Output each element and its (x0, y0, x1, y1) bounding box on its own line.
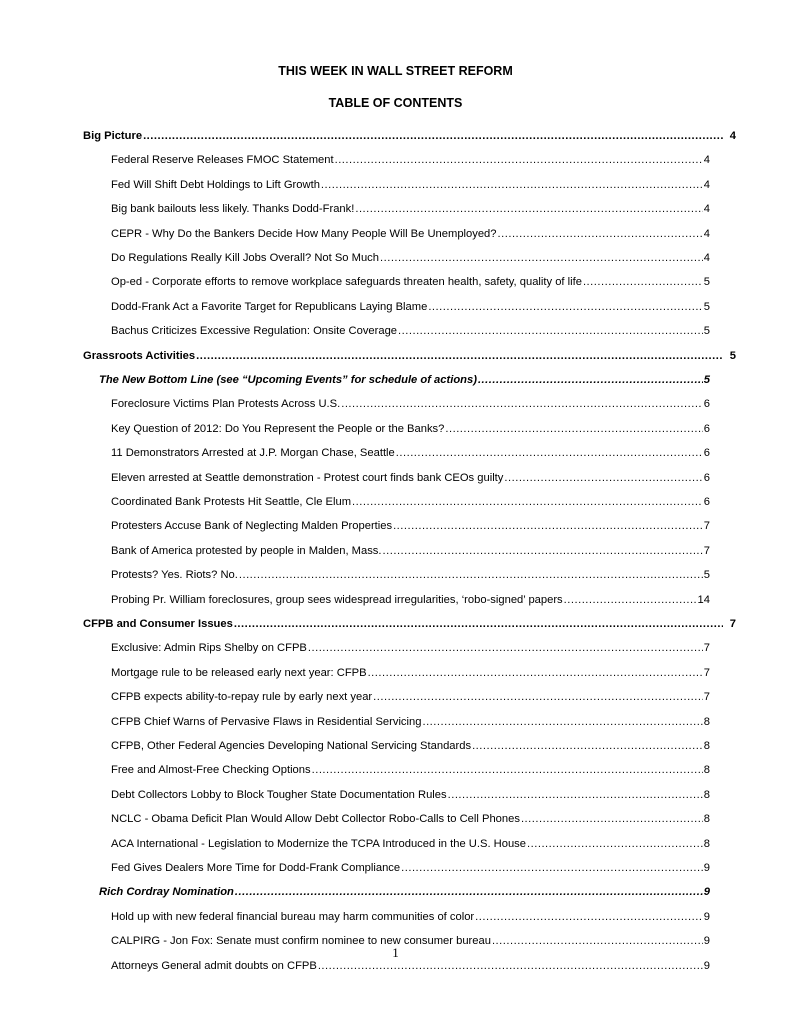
toc-entry-page-number: 8 (703, 813, 710, 826)
dot-leader (239, 567, 703, 583)
toc-entry-page-number: 9 (703, 935, 710, 948)
toc-entry[interactable] (111, 714, 710, 730)
dot-leader (422, 714, 702, 730)
toc-entry[interactable] (111, 421, 710, 437)
toc-entry-page-number: 4 (729, 130, 736, 142)
toc-entry-page-number: 9 (703, 910, 710, 923)
dot-leader (308, 640, 703, 656)
toc-entry-title: Grassroots Activities (83, 349, 196, 362)
dot-leader (393, 518, 703, 534)
dot-leader (234, 616, 723, 632)
toc-entry-title: Probing Pr. William foreclosures, group sees widespread irregularities, ‘robo-signed’ papers (111, 593, 563, 606)
toc-entry[interactable] (111, 592, 710, 608)
toc-entry[interactable] (111, 860, 710, 876)
toc-entry[interactable] (111, 201, 710, 217)
toc-entry-title: Fed Will Shift Debt Holdings to Lift Growth (111, 178, 320, 191)
toc-entry-title: Op-ed - Corporate efforts to remove workplace safeguards threaten health, safety, quality of life (111, 276, 582, 289)
toc-entry-page-number: 9 (703, 886, 710, 899)
dot-leader (498, 226, 703, 242)
toc-entry-title: Big bank bailouts less likely. Thanks Dodd-Frank! (111, 203, 355, 216)
toc-entry-page-number: 6 (703, 447, 710, 460)
toc-entry[interactable] (111, 518, 710, 534)
toc-entry-page-number: 6 (703, 471, 710, 484)
toc-entry-title: Big Picture (83, 130, 143, 142)
toc-subsection-entry[interactable] (99, 372, 710, 388)
dot-leader (564, 592, 697, 608)
toc-entry-title: Bank of America protested by people in Malden, Mass. (111, 544, 382, 557)
toc-entry[interactable] (111, 470, 710, 486)
toc-entry-page-number: 5 (703, 325, 710, 338)
dot-leader (401, 860, 703, 876)
toc-entry[interactable] (111, 836, 710, 852)
toc-entry[interactable] (111, 543, 710, 559)
dot-leader (352, 494, 703, 510)
dot-leader (380, 250, 703, 266)
toc-entry-title: Coordinated Bank Protests Hit Seattle, Cle Elum (111, 496, 352, 508)
toc-entry-title: CEPR - Why Do the Bankers Decide How Many People Will Be Unemployed? (111, 227, 497, 240)
toc-entry[interactable] (111, 299, 710, 315)
dot-leader (341, 396, 703, 412)
dot-leader (335, 152, 703, 168)
toc-entry-title: CFPB, Other Federal Agencies Developing National Servicing Standards (111, 740, 472, 752)
toc-entry-page-number: 8 (703, 715, 710, 728)
toc-section-entry[interactable] (83, 128, 736, 144)
document-title: THIS WEEK IN WALL STREET REFORM (278, 64, 513, 78)
toc-entry-title: Protesters Accuse Bank of Neglecting Malden Properties (111, 520, 393, 533)
toc-entry-page-number: 7 (703, 642, 710, 655)
toc-entry-page-number: 5 (703, 374, 710, 386)
toc-entry-title: Hold up with new federal financial bureau may harm communities of color (111, 910, 475, 923)
toc-entry[interactable] (111, 787, 710, 803)
dot-leader (527, 836, 703, 852)
toc-entry-title: Mortgage rule to be released early next year: CFPB (111, 666, 367, 679)
toc-entry-title: Attorneys General admit doubts on CFPB (111, 959, 317, 972)
toc-entry-title: Federal Reserve Releases FMOC Statement (111, 154, 334, 167)
dot-leader (428, 299, 702, 315)
toc-entry-title: The New Bottom Line (see “Upcoming Events” for schedule of actions) (99, 374, 477, 386)
toc-entry-page-number: 6 (703, 422, 710, 435)
toc-entry[interactable] (111, 689, 710, 705)
toc-entry-title: Free and Almost-Free Checking Options (111, 764, 311, 777)
toc-entry[interactable] (111, 152, 710, 168)
toc-entry[interactable] (111, 445, 710, 461)
toc-entry-title: Do Regulations Really Kill Jobs Overall? Not So Much (111, 252, 379, 264)
toc-entry-page-number: 5 (703, 276, 710, 289)
toc-entry-page-number: 4 (703, 203, 710, 216)
toc-entry[interactable] (111, 567, 710, 583)
toc-entry-title: ACA International - Legislation to Modernize the TCPA Introduced in the U.S. House (111, 837, 527, 850)
toc-entry[interactable] (111, 909, 710, 925)
toc-heading: TABLE OF CONTENTS (328, 96, 463, 110)
toc-entry-page-number: 7 (703, 691, 710, 704)
toc-section-entry[interactable] (83, 616, 736, 632)
toc-entry-page-number: 6 (703, 496, 710, 508)
toc-entry-page-number: 4 (703, 227, 710, 240)
toc-subsection-entry[interactable] (99, 884, 710, 900)
toc-entry-title: CALPIRG - Jon Fox: Senate must confirm nominee to new consumer bureau (111, 935, 491, 948)
dot-leader (583, 274, 703, 290)
toc-entry-title: Dodd-Frank Act a Favorite Target for Republicans Laying Blame (111, 300, 428, 313)
page-number: 1 (392, 945, 399, 960)
toc-entry-title: NCLC - Obama Deficit Plan Would Allow Debt Collector Robo-Calls to Cell Phones (111, 813, 520, 826)
toc-entry-page-number: 5 (729, 349, 736, 362)
dot-leader (383, 543, 703, 559)
toc-entry-page-number: 8 (703, 788, 710, 801)
dot-leader (196, 348, 723, 364)
toc-entry-title: CFPB Chief Warns of Pervasive Flaws in Residential Servicing (111, 715, 422, 728)
toc-entry[interactable] (111, 274, 710, 290)
toc-entry[interactable] (111, 396, 710, 412)
toc-entry-title: Key Question of 2012: Do You Represent the People or the Banks? (111, 422, 445, 435)
toc-entry-title: CFPB expects ability-to-repay rule by early next year (111, 691, 373, 704)
dot-leader (448, 787, 703, 803)
toc-entry-title: Bachus Criticizes Excessive Regulation: Onsite Coverage (111, 325, 398, 338)
toc-entry[interactable] (111, 665, 710, 681)
toc-entry-title: CFPB and Consumer Issues (83, 618, 233, 630)
dot-leader (445, 421, 702, 437)
dot-leader (504, 470, 702, 486)
toc-entry-page-number: 6 (703, 398, 710, 411)
toc-entry-title: Rich Cordray Nomination (99, 886, 234, 899)
toc-entry-page-number: 9 (703, 959, 710, 972)
toc-entry-title: Protests? Yes. Riots? No. (111, 569, 238, 582)
toc-entry-title: Foreclosure Victims Plan Protests Across U.S. (111, 398, 341, 411)
toc-entry-page-number: 4 (703, 154, 710, 167)
toc-entry[interactable] (111, 738, 710, 754)
toc-entry-page-number: 4 (703, 178, 710, 191)
toc-entry-page-number: 7 (703, 520, 710, 533)
toc-entry-page-number: 8 (703, 740, 710, 752)
dot-leader (312, 762, 703, 778)
dot-leader (396, 445, 703, 461)
toc-entry-title: Fed Gives Dealers More Time for Dodd-Frank Compliance (111, 862, 401, 874)
toc-entry-page-number: 7 (703, 666, 710, 679)
dot-leader (368, 665, 703, 681)
dot-leader (472, 738, 703, 754)
dot-leader (143, 128, 723, 144)
dot-leader (475, 909, 703, 925)
toc-entry[interactable] (111, 640, 710, 656)
toc-entry[interactable] (111, 762, 710, 778)
dot-leader (521, 811, 703, 827)
toc-entry-page-number: 7 (703, 544, 710, 557)
toc-entry[interactable] (111, 811, 710, 827)
dot-leader (321, 177, 703, 193)
toc-entry-page-number: 9 (703, 862, 710, 874)
toc-entry-page-number: 4 (703, 252, 710, 264)
toc-entry-page-number: 14 (697, 593, 710, 606)
toc-entry-title: Exclusive: Admin Rips Shelby on CFPB (111, 642, 307, 655)
toc-entry-page-number: 5 (703, 300, 710, 313)
toc-entry[interactable] (111, 323, 710, 339)
dot-leader (235, 884, 703, 900)
toc-entry-title: Debt Collectors Lobby to Block Tougher State Documentation Rules (111, 788, 447, 801)
toc-section-entry[interactable] (83, 348, 736, 364)
toc-entry-page-number: 7 (729, 618, 736, 630)
toc-entry[interactable] (111, 250, 710, 266)
toc-entry-page-number: 5 (703, 569, 710, 582)
dot-leader (355, 201, 702, 217)
toc-entry-title: 11 Demonstrators Arrested at J.P. Morgan Chase, Seattle (111, 447, 395, 460)
dot-leader (478, 372, 703, 388)
toc-entry-page-number: 8 (703, 764, 710, 777)
toc-entry[interactable] (111, 494, 710, 510)
dot-leader (373, 689, 703, 705)
toc-entry-title: Eleven arrested at Seattle demonstration - Protest court finds bank CEOs guilty (111, 471, 504, 484)
toc-entry-page-number: 8 (703, 837, 710, 850)
toc-entry[interactable] (111, 226, 710, 242)
dot-leader (398, 323, 703, 339)
toc-entry[interactable] (111, 177, 710, 193)
